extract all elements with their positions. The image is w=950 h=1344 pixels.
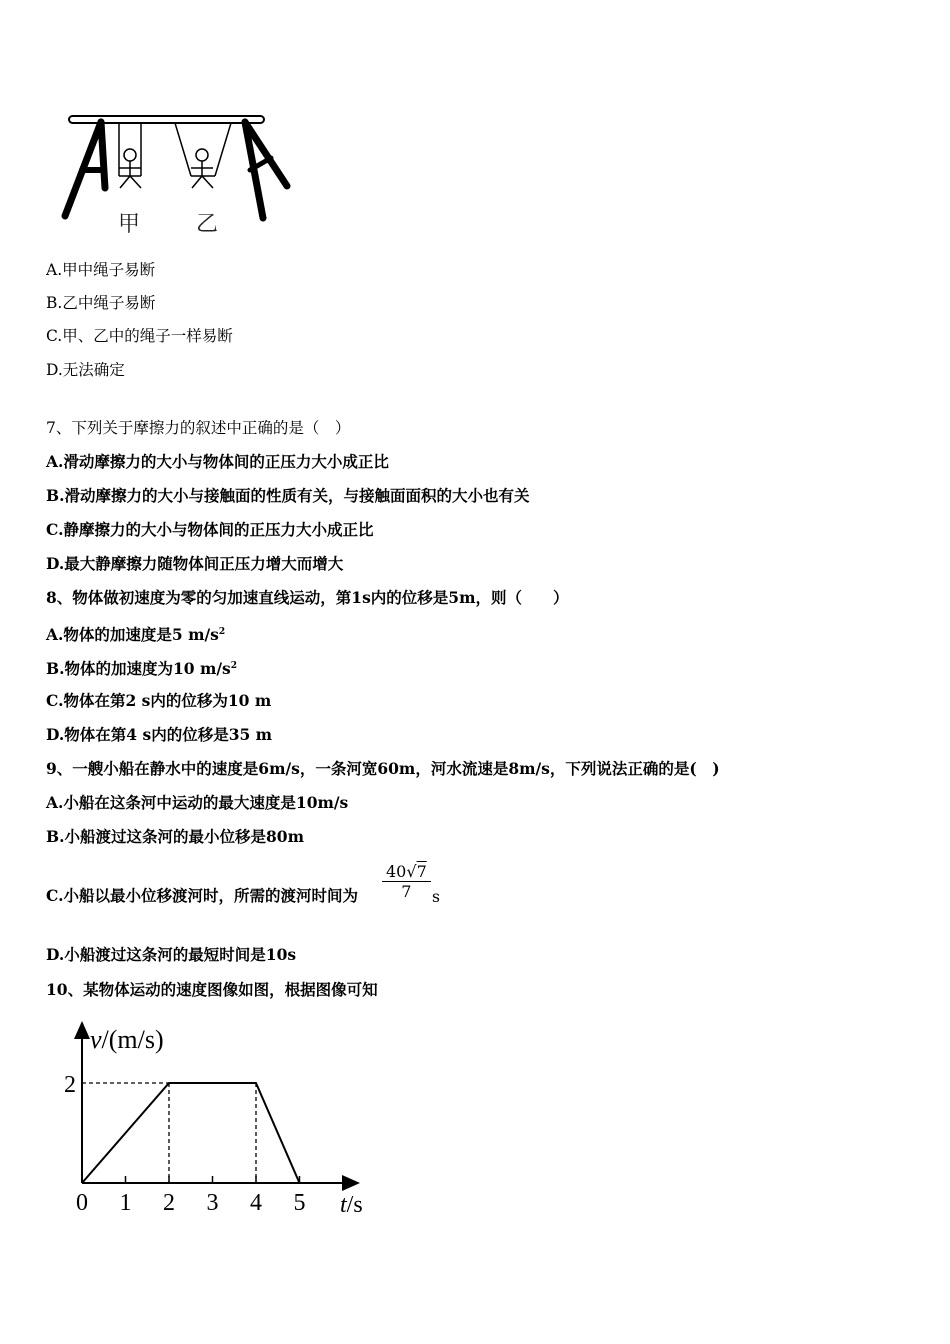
- fraction-denominator: 7: [401, 882, 412, 901]
- q9-fraction: [382, 862, 431, 901]
- q9-unit: s: [432, 888, 440, 906]
- q6-option-d: D.无法确定: [46, 361, 125, 379]
- q10-stem: 10、某物体运动的速度图像如图，根据图像可知: [46, 980, 378, 999]
- x-tick-label: 3: [206, 1190, 219, 1216]
- q8-stem: 8、物体做初速度为零的匀加速直线运动，第1s内的位移是5m，则（ ）: [46, 588, 569, 607]
- q8-option-c: C.物体在第2 s内的位移为10 m: [46, 691, 272, 710]
- y-tick-label: 2: [64, 1072, 76, 1098]
- swing-label-yi: 乙: [196, 212, 219, 237]
- q8-option-a: A.物体的加速度是5 $m/s^2$: [46, 625, 226, 645]
- velocity-time-chart: [50, 1015, 380, 1225]
- swing-figure: [55, 108, 305, 243]
- x-tick-label: 0: [76, 1190, 88, 1216]
- q6-option-b: B.乙中绳子易断: [46, 294, 156, 312]
- velocity-series-line: [82, 1083, 300, 1183]
- q9-option-b: B.小船渡过这条河的最小位移是80m: [46, 827, 304, 846]
- x-tick-label: 1: [119, 1190, 132, 1216]
- q8-option-b: B.物体的加速度为10 $m/s^2$: [46, 659, 238, 679]
- q7-option-c: C.静摩擦力的大小与物体间的正压力大小成正比: [46, 520, 374, 539]
- sqrt-icon: √: [406, 862, 417, 881]
- q9-option-c: C.小船以最小位移渡河时，所需的渡河时间为: [46, 886, 358, 905]
- q9-option-d: D.小船渡过这条河的最短时间是10s: [46, 945, 297, 964]
- q7-option-a: A.滑动摩擦力的大小与物体间的正压力大小成正比: [46, 452, 389, 471]
- x-tick-label: 5: [293, 1190, 306, 1216]
- q9-option-a: A.小船在这条河中运动的最大速度是10m/s: [46, 793, 349, 812]
- fraction-numerator: 40√7: [382, 862, 431, 882]
- q8-option-d: D.物体在第4 s内的位移是35 m: [46, 725, 273, 744]
- q7-option-d: D.最大静摩擦力随物体间正压力增大而增大: [46, 554, 344, 573]
- x-tick-label: 2: [163, 1190, 175, 1216]
- q6-option-a: A.甲中绳子易断: [46, 261, 156, 279]
- x-axis-label: t/s: [340, 1192, 363, 1218]
- y-axis-label: v/(m/s): [90, 1025, 164, 1054]
- q6-option-c: C.甲、乙中的绳子一样易断: [46, 327, 233, 345]
- swing-label-jia: 甲: [118, 212, 141, 237]
- q9-stem: 9、一艘小船在静水中的速度是6m/s，一条河宽60m，河水流速是8m/s，下列说法正确的是( ): [46, 759, 720, 778]
- q7-option-b: B.滑动摩擦力的大小与接触面的性质有关，与接触面面积的大小也有关: [46, 486, 530, 505]
- x-tick-label: 4: [250, 1190, 262, 1216]
- q7-stem: 7、下列关于摩擦力的叙述中正确的是（ ）: [46, 419, 351, 437]
